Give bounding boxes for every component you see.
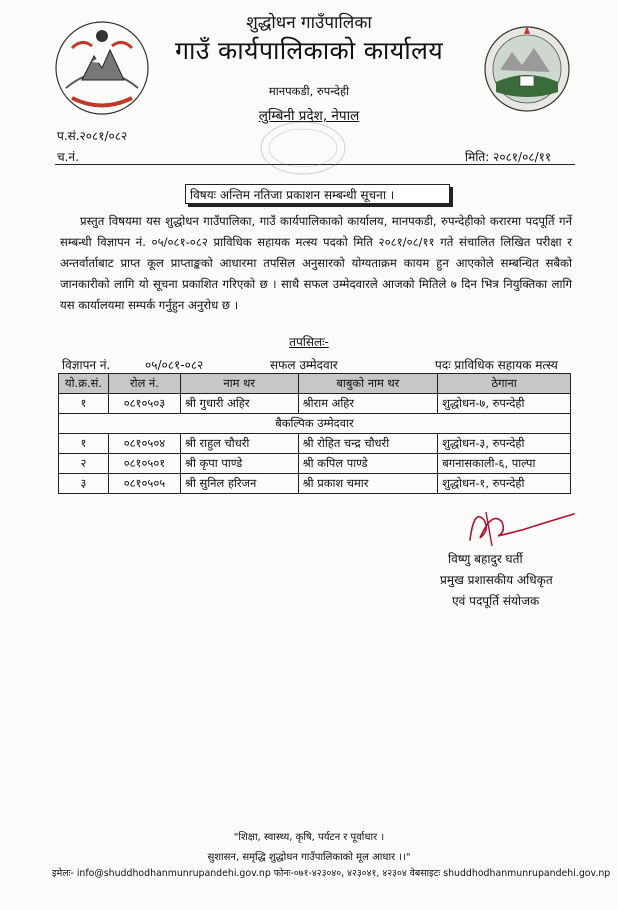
- cell-roll: ०८१०५०१: [108, 454, 180, 474]
- signer-role: एवं पदपूर्ति संयोजक: [452, 594, 540, 608]
- cell-father: श्रीराम अहिर: [298, 394, 438, 414]
- signer-name: विष्णु बहादुर घर्ती: [448, 552, 523, 566]
- cell-name: श्री राहुल चौधरी: [180, 434, 298, 454]
- office-stamp: [258, 118, 348, 178]
- col-header-father: बाबुको नाम थर: [298, 374, 438, 394]
- reference-number: प.सं.२०८१/०८२: [57, 129, 128, 143]
- table-row: [59, 454, 571, 474]
- post-label: पदः प्राविधिक सहायक मत्स्य: [435, 358, 558, 372]
- table-header-row: [59, 374, 571, 394]
- cell-address: शुद्धोधन-७, रुपन्देही: [438, 394, 571, 414]
- cell-roll: ०८१०५०३: [108, 394, 180, 414]
- cell-name: श्री सुनिल हरिजन: [180, 474, 298, 494]
- col-header-address: ठेगाना: [438, 374, 571, 394]
- notice-body: प्रस्तुत विषयमा यस शुद्धोधन गाउँपालिका, गाउँ कार्यपालिकाको कार्यालय, मानपकडी, रुपन्देहीको करारमा पदपूर्ति गर्ने सम्बन्धी विज्ञापन नं. ०५/०८१-०८२ प्राविधिक सहायक मत्स्य पदको मिति २०८१/०८/११ गते संचालित लिखित परीक्षा र अन्तर्वार्ताबाट प्राप्त कूल प्राप्ताङ्कको आधारमा तपसिल अनुसारको योग्यताक्रम कायम हुन आएकोले सम्बन्धित सबैको जानकारीको लागि यो सूचना प्रकाशित गरिएको छ । साथै सफल उम्मेदवारले आजको मितिले ७ दिन भित्र नियुक्तिका लागि यस कार्यालयमा सम्पर्क गर्नुहुन अनुरोध छ ।: [60, 214, 572, 312]
- cell-sn: १: [59, 434, 109, 454]
- letter-date: मिति: २०८१/०८/११: [465, 150, 552, 164]
- ad-number-label: विज्ञापन नं.: [62, 358, 111, 372]
- org-name: शुद्धोधन गाउँपालिका: [246, 13, 372, 33]
- province-line: लुम्बिनी प्रदेश, नेपाल: [258, 108, 360, 124]
- alternate-heading-row: [59, 414, 571, 434]
- col-header-sn: यो.क्र.सं.: [59, 374, 109, 394]
- subject-box: विषयः अन्तिम नतिजा प्रकाशन सम्बन्धी सूचना ।: [185, 184, 450, 204]
- ad-number-value: ०५/०८१-०८२: [145, 358, 204, 372]
- office-address: मानपकडी, रुपन्देही: [268, 84, 350, 98]
- cell-father: श्री प्रकाश चमार: [298, 474, 438, 494]
- result-table: [58, 373, 571, 494]
- cell-sn: ३: [59, 474, 109, 494]
- table-row: [59, 474, 571, 494]
- cell-sn: १: [59, 394, 109, 414]
- footer-slogan-2: सुशासन, समृद्धि शुद्धोधन गाउँपालिकाको मूल आधार ।।": [207, 852, 411, 863]
- footer-slogan-1: "शिक्षा, स्वास्थ्य, कृषि, पर्यटन र पूर्वाधार ।: [233, 832, 385, 843]
- cell-name: श्री गुधारी अहिर: [180, 394, 298, 414]
- cell-father: श्री कपिल पाण्डे: [298, 454, 438, 474]
- cell-address: बगनासकाली-६, पाल्पा: [438, 454, 571, 474]
- cell-roll: ०८१०५०४: [108, 434, 180, 454]
- schedule-heading: तपसिलः-: [289, 335, 329, 349]
- cell-address: शुद्धोधन-३, रुपन्देही: [438, 434, 571, 454]
- cell-father: श्री रोहित चन्द्र चौधरी: [298, 434, 438, 454]
- col-header-roll: रोल नं.: [108, 374, 180, 394]
- cell-roll: ०८१०५०५: [108, 474, 180, 494]
- dispatch-number: च.नं.: [57, 150, 79, 164]
- office-title: गाउँ कार्यपालिकाको कार्यालय: [174, 36, 444, 65]
- cell-sn: २: [59, 454, 109, 474]
- alternate-candidates-label: बैकल्पिक उम्मेदवार: [59, 414, 571, 434]
- cell-address: शुद्धोधन-१, रुपन्देही: [438, 474, 571, 494]
- footer-contact: इमेलः- info@shuddhodhanmunrupandehi.gov.np फोनः-०७१-४२३०४०, ४२३०४१, ४२३०४ वेबसाइटः shuddhodhanmunrupandehi.gov.np: [52, 868, 611, 879]
- cell-name: श्री कृपा पाण्डे: [180, 454, 298, 474]
- selected-candidate-label: सफल उम्मेदवार: [270, 358, 338, 372]
- table-row: [59, 434, 571, 454]
- table-row: [59, 394, 571, 414]
- col-header-name: नाम थर: [180, 374, 298, 394]
- signer-title: प्रमुख प्रशासकीय अधिकृत: [440, 573, 553, 587]
